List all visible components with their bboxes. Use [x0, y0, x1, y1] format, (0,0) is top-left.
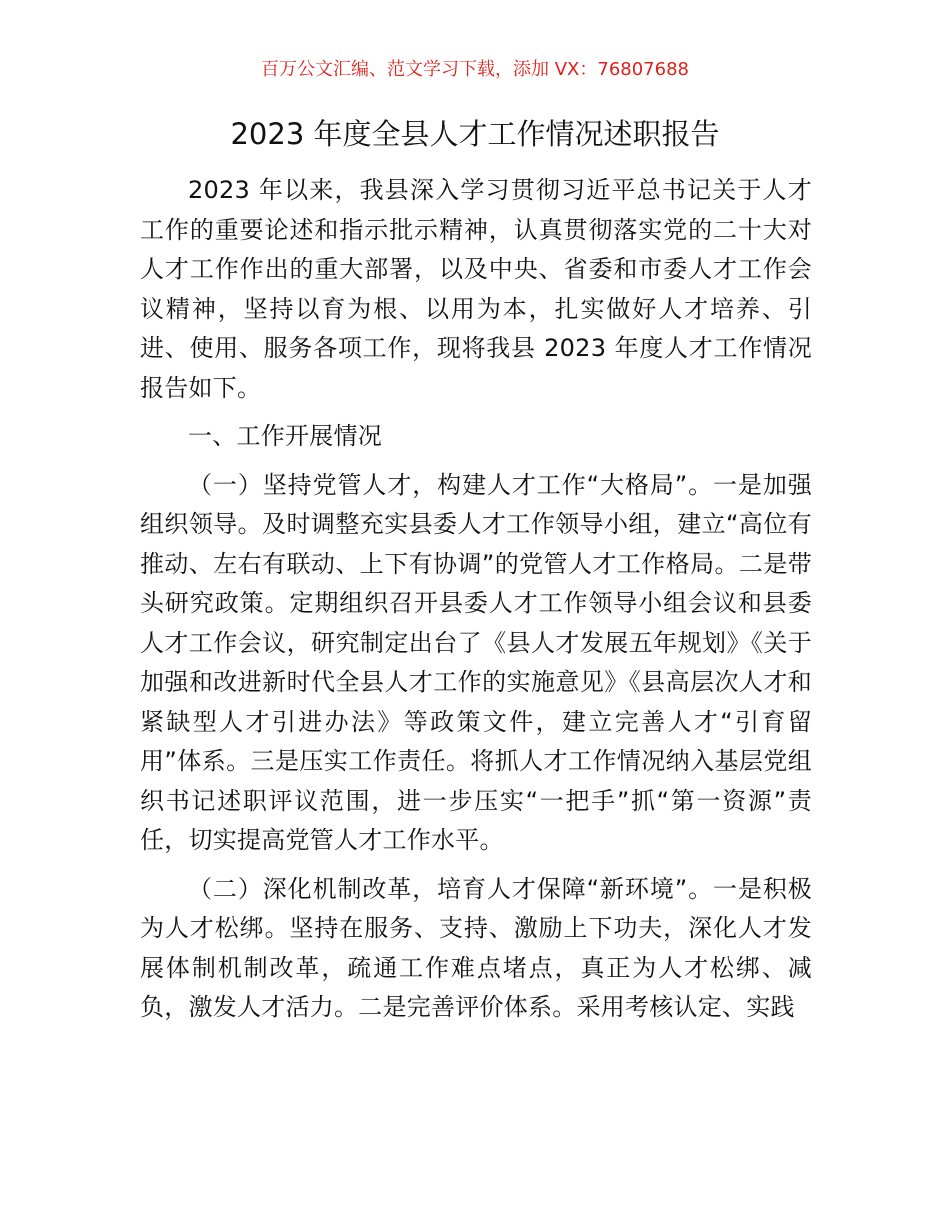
watermark-text: 百万公文汇编、范文学习下载，添加 VX：76807688	[261, 59, 689, 80]
paragraph-section-1: （一）坚持党管人才，构建人才工作“大格局”。一是加强组织领导。及时调整充实县委人才工作领导小组，建立“高位有推动、左右有联动、上下有协调”的党管人才工作格局。二是带头研究政策。定期组织召开县委人才工作领导小组会议和县委人才工作会议，研究制定出台了《县人才发展五年规划》《关于加强和改进新时代全县人才工作的实施意见》《县高层次人才和紧缺型人才引进办法》等政策文件，建立完善人才“引育留用”体系。三是压实工作责任。将抓人才工作情况纳入基层党组织书记述职评议范围，进一步压实“一把手”抓“第一资源”责任，切实提高党管人才工作水平。	[140, 470, 812, 854]
paragraph-intro: 2023 年以来，我县深入学习贯彻习近平总书记关于人才工作的重要论述和指示批示精神，认真贯彻落实党的二十大对人才工作作出的重大部署，以及中央、省委和市委人才工作会议精神，坚持以育为根、以用为本，扎实做好人才培养、引进、使用、服务各项工作，现将我县 2023 年度人才工作情况报告如下。	[140, 176, 812, 402]
document-title: 2023 年度全县人才工作情况述职报告	[230, 117, 720, 151]
section-heading: 一、工作开展情况	[188, 422, 382, 450]
paragraph-section-2: （二）深化机制改革，培育人才保障“新环境”。一是积极为人才松绑。坚持在服务、支持、激励上下功夫，深化人才发展体制机制改革，疏通工作难点堵点，真正为人才松绑、减负，激发人才活力。二是完善评价体系。采用考核认定、实践	[140, 874, 812, 1021]
document-body	[140, 171, 812, 1037]
